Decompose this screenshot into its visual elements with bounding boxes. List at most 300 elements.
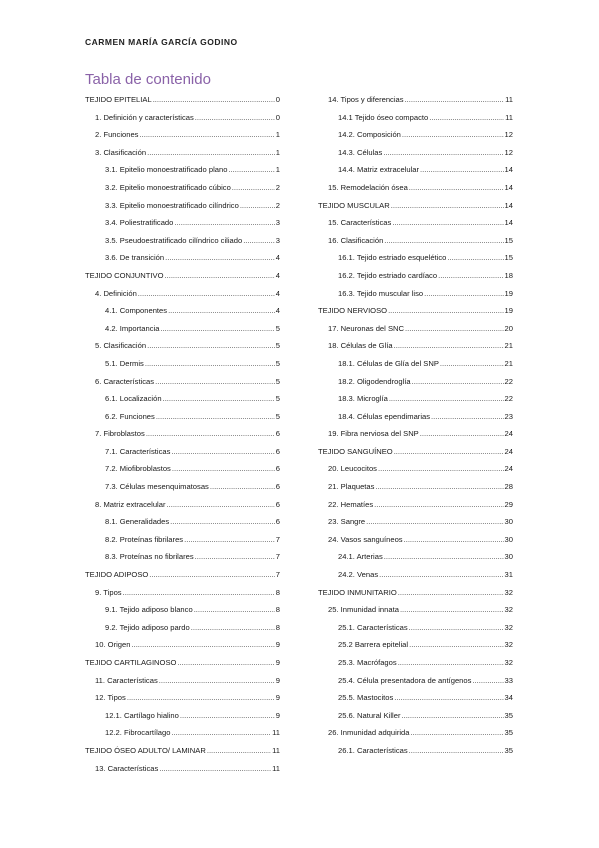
toc-dot-leader xyxy=(131,636,274,654)
toc-entry-text: 2. Funciones xyxy=(95,130,139,140)
toc-dot-leader xyxy=(374,496,503,514)
toc-page-number: 30 xyxy=(504,534,513,544)
toc-entry[interactable] xyxy=(318,232,513,250)
toc-entry[interactable] xyxy=(85,672,280,690)
toc-entry-text: 16.2. Tejido estriado cardíaco xyxy=(338,270,438,280)
toc-page-number: 24 xyxy=(504,446,513,456)
toc-dot-leader xyxy=(166,496,274,514)
toc-entry-text: 25. Inmunidad innata xyxy=(328,605,399,615)
toc-entry-text: TEJIDO CONJUNTIVO xyxy=(85,270,164,280)
toc-entry[interactable] xyxy=(85,478,280,496)
toc-dot-leader xyxy=(147,144,275,162)
toc-entry[interactable] xyxy=(85,619,280,637)
toc-entry[interactable] xyxy=(85,109,280,127)
toc-entry[interactable] xyxy=(85,566,280,584)
toc-entry[interactable] xyxy=(85,91,280,109)
toc-entry-text: 10. Origen xyxy=(95,640,131,650)
toc-dot-leader xyxy=(394,337,504,355)
toc-dot-leader xyxy=(195,109,275,127)
toc-dot-leader xyxy=(228,161,274,179)
toc-entry[interactable] xyxy=(85,390,280,408)
toc-dot-leader xyxy=(405,320,504,338)
toc-dot-leader xyxy=(378,460,504,478)
toc-entry-text: TEJIDO INMUNITARIO xyxy=(318,587,397,597)
toc-entry-text: 6.1. Localización xyxy=(105,394,162,404)
toc-entry[interactable] xyxy=(85,179,280,197)
toc-entry[interactable] xyxy=(318,109,513,127)
toc-entry[interactable] xyxy=(318,724,513,742)
toc-dot-leader xyxy=(420,425,504,443)
toc-entry[interactable] xyxy=(318,654,513,672)
toc-page-number: 31 xyxy=(504,570,513,580)
toc-entry[interactable] xyxy=(85,249,280,267)
toc-dot-leader xyxy=(155,373,275,391)
toc-entry[interactable] xyxy=(85,496,280,514)
toc-entry-text: 19. Fibra nerviosa del SNP xyxy=(328,429,419,439)
toc-page-number: 24 xyxy=(504,464,513,474)
toc-entry[interactable] xyxy=(318,179,513,197)
toc-entry-text: 18.3. Microglía xyxy=(338,394,388,404)
toc-entry[interactable] xyxy=(85,197,280,215)
toc-entry[interactable] xyxy=(318,408,513,426)
toc-entry-text: 7.2. Miofibroblastos xyxy=(105,464,171,474)
toc-dot-leader xyxy=(391,197,504,215)
toc-dot-leader xyxy=(194,601,275,619)
toc-dot-leader xyxy=(384,548,504,566)
toc-page-number: 30 xyxy=(504,552,513,562)
toc-entry-text: 14. Tipos y diferencias xyxy=(328,95,404,104)
toc-entry-text: 14.2. Composición xyxy=(338,130,401,140)
toc-page-number: 4 xyxy=(275,306,280,316)
toc-page-number: 9 xyxy=(275,710,280,720)
toc-entry-text: 24.1. Arterias xyxy=(338,552,383,562)
toc-dot-leader xyxy=(123,584,275,602)
toc-dot-leader xyxy=(383,144,503,162)
toc-entry-text: 16.3. Tejido muscular liso xyxy=(338,288,424,298)
toc-dot-leader xyxy=(138,285,275,303)
toc-page-number: 35 xyxy=(504,745,513,755)
toc-entry-text: 6. Características xyxy=(95,376,155,386)
toc-dot-leader xyxy=(410,724,503,742)
toc-entry[interactable] xyxy=(318,636,513,654)
toc-dot-leader xyxy=(149,566,274,584)
toc-entry[interactable] xyxy=(318,513,513,531)
toc-entry[interactable] xyxy=(318,390,513,408)
toc-page-number: 11 xyxy=(272,745,280,755)
toc-entry[interactable] xyxy=(85,408,280,426)
toc-entry-text: 7. Fibroblastos xyxy=(95,429,145,439)
toc-entry[interactable] xyxy=(318,373,513,391)
toc-entry[interactable] xyxy=(318,619,513,637)
toc-entry[interactable] xyxy=(85,742,280,760)
toc-page-number: 32 xyxy=(504,605,513,615)
toc-entry[interactable] xyxy=(318,443,513,461)
toc-dot-leader xyxy=(243,232,275,250)
toc-page-number: 33 xyxy=(504,675,513,685)
toc-entry-text: 12.1. Cartílago hialino xyxy=(105,710,179,720)
toc-entry[interactable] xyxy=(318,496,513,514)
toc-entry-text: 15. Remodelación ósea xyxy=(328,182,408,192)
toc-page-number: 21 xyxy=(504,341,513,351)
toc-entry-text: 14.1 Tejido óseo compacto xyxy=(338,112,429,122)
toc-entry-text: 4.1. Componentes xyxy=(105,306,168,316)
toc-page-number: 23 xyxy=(504,411,513,421)
toc-page-number: 14 xyxy=(504,200,513,210)
toc-entry[interactable] xyxy=(85,584,280,602)
toc-entry-text: 3.6. De transición xyxy=(105,253,165,263)
toc-entry-text: 3.5. Pseudoestratificado cilíndrico ciliado xyxy=(105,235,243,245)
toc-page-number: 9 xyxy=(275,693,280,703)
toc-entry[interactable] xyxy=(85,425,280,443)
toc-entry-text: TEJIDO SANGUÍNEO xyxy=(318,446,393,456)
toc-entry[interactable] xyxy=(318,584,513,602)
toc-page-number: 32 xyxy=(504,622,513,632)
toc-page-number: 5 xyxy=(275,323,280,333)
toc-entry[interactable] xyxy=(85,531,280,549)
toc-dot-leader xyxy=(384,232,503,250)
toc-page-number: 11 xyxy=(272,763,280,773)
toc-page-number: 5 xyxy=(275,394,280,404)
toc-entry-text: 7.1. Características xyxy=(105,446,171,456)
toc-entry[interactable] xyxy=(318,161,513,179)
toc-entry-text: TEJIDO ADIPOSO xyxy=(85,570,149,580)
toc-dot-leader xyxy=(160,320,274,338)
toc-entry-text: 9.2. Tejido adiposo pardo xyxy=(105,622,190,632)
toc-page-number: 12 xyxy=(504,130,513,140)
toc-entry[interactable] xyxy=(85,285,280,303)
toc-entry-text: 4. Definición xyxy=(95,288,137,298)
toc-page-number: 8 xyxy=(275,605,280,615)
toc-entry[interactable] xyxy=(85,513,280,531)
toc-page-number: 14 xyxy=(504,218,513,228)
toc-page-number: 5 xyxy=(275,341,280,351)
toc-entry-text: TEJIDO ÓSEO ADULTO/ LAMINAR xyxy=(85,745,206,755)
toc-dot-leader xyxy=(440,355,504,373)
toc-entry[interactable] xyxy=(318,320,513,338)
toc-page-number: 18 xyxy=(504,270,513,280)
toc-page-number: 0 xyxy=(275,112,280,122)
toc-page-number: 24 xyxy=(504,429,513,439)
toc-entry[interactable] xyxy=(318,197,513,215)
toc-page-number: 4 xyxy=(275,270,280,280)
toc-dot-leader xyxy=(438,267,503,285)
toc-entry[interactable] xyxy=(85,460,280,478)
toc-page-number: 22 xyxy=(504,394,513,404)
toc-dot-leader xyxy=(404,531,504,549)
toc-entry-text: 25.6. Natural Killer xyxy=(338,710,401,720)
toc-dot-leader xyxy=(379,566,503,584)
toc-page-number: 0 xyxy=(275,95,280,104)
toc-entry[interactable] xyxy=(85,373,280,391)
toc-dot-leader xyxy=(429,109,504,127)
toc-dot-leader xyxy=(398,654,504,672)
toc-entry-text: 8.2. Proteínas fibrilares xyxy=(105,534,184,544)
toc-entry[interactable] xyxy=(318,672,513,690)
toc-dot-leader xyxy=(153,91,275,109)
toc-dot-leader xyxy=(472,672,503,690)
toc-page-number: 9 xyxy=(275,675,280,685)
toc-page-number: 5 xyxy=(275,376,280,386)
toc-page-number: 5 xyxy=(275,358,280,368)
toc-entry-text: 9.1. Tejido adiposo blanco xyxy=(105,605,193,615)
toc-dot-leader xyxy=(409,179,504,197)
toc-page-number: 20 xyxy=(504,323,513,333)
toc-entry[interactable] xyxy=(318,548,513,566)
toc-entry-text: 3.1. Epitelio monoestratificado plano xyxy=(105,165,228,175)
toc-dot-leader xyxy=(174,214,274,232)
toc-dot-leader xyxy=(171,443,274,461)
toc-dot-leader xyxy=(420,161,504,179)
toc-entry-text: 20. Leucocitos xyxy=(328,464,377,474)
toc-page-number: 5 xyxy=(275,411,280,421)
toc-entry-text: 3.2. Epitelio monoestratificado cúbico xyxy=(105,182,231,192)
toc-entry[interactable] xyxy=(318,566,513,584)
toc-entry-text: 11. Características xyxy=(95,675,158,685)
toc-entry[interactable] xyxy=(85,689,280,707)
toc-entry[interactable] xyxy=(85,232,280,250)
toc-entry[interactable] xyxy=(318,249,513,267)
toc-entry[interactable] xyxy=(85,636,280,654)
toc-page-number: 8 xyxy=(275,622,280,632)
toc-page-number: 6 xyxy=(275,429,280,439)
toc-entry-text: 21. Plaquetas xyxy=(328,482,375,492)
toc-page-number: 9 xyxy=(275,658,280,667)
toc-entry-text: 3. Clasificación xyxy=(95,147,147,157)
toc-dot-leader xyxy=(170,513,275,531)
toc-entry-text: 25.2 Barrera epitelial xyxy=(338,640,409,650)
toc-dot-leader xyxy=(139,126,274,144)
toc-page-number: 7 xyxy=(275,552,280,562)
toc-entry[interactable] xyxy=(318,337,513,355)
toc-entry[interactable] xyxy=(85,267,280,285)
toc-entry-text: TEJIDO MUSCULAR xyxy=(318,200,390,210)
toc-dot-leader xyxy=(165,249,275,267)
toc-entry[interactable] xyxy=(318,742,513,760)
toc-entry-text: 25.3. Macrófagos xyxy=(338,658,397,667)
toc-entry-text: 18.4. Células ependimarias xyxy=(338,411,431,421)
toc-entry-text: 24.2. Venas xyxy=(338,570,379,580)
toc-entry[interactable] xyxy=(318,425,513,443)
toc-dot-leader xyxy=(164,267,274,285)
toc-page-number: 28 xyxy=(504,482,513,492)
toc-dot-leader xyxy=(402,126,504,144)
toc-entry[interactable] xyxy=(85,126,280,144)
toc-entry-text: 13. Características xyxy=(95,763,159,773)
toc-page-number: 1 xyxy=(275,130,280,140)
toc-entry[interactable] xyxy=(318,214,513,232)
toc-entry[interactable] xyxy=(318,601,513,619)
toc-entry-text: 23. Sangre xyxy=(328,517,366,527)
toc-entry[interactable] xyxy=(85,601,280,619)
toc-entry-text: 5.1. Dermis xyxy=(105,358,144,368)
toc-page-number: 19 xyxy=(504,306,513,316)
toc-entry[interactable] xyxy=(318,531,513,549)
toc-entry-text: 14.4. Matriz extracelular xyxy=(338,165,420,175)
toc-dot-leader xyxy=(147,337,275,355)
toc-entry[interactable] xyxy=(85,707,280,725)
toc-entry-text: TEJIDO CARTILAGINOSO xyxy=(85,658,177,667)
toc-column-right xyxy=(318,91,513,760)
toc-dot-leader xyxy=(394,443,504,461)
toc-page-number: 35 xyxy=(504,710,513,720)
toc-entry-text: 3.4. Poliestratificado xyxy=(105,218,174,228)
toc-dot-leader xyxy=(409,619,504,637)
toc-entry[interactable] xyxy=(318,91,513,109)
toc-dot-leader xyxy=(159,760,271,778)
toc-page-number: 15 xyxy=(504,253,513,263)
toc-entry-text: 12. Tipos xyxy=(95,693,126,703)
toc-dot-leader xyxy=(156,408,275,426)
toc-dot-leader xyxy=(412,373,504,391)
toc-dot-leader xyxy=(398,584,504,602)
toc-dot-leader xyxy=(171,724,271,742)
toc-entry-text: 5. Clasificación xyxy=(95,341,147,351)
toc-entry[interactable] xyxy=(85,302,280,320)
toc-entry-text: 8.3. Proteínas no fibrilares xyxy=(105,552,194,562)
toc-entry[interactable] xyxy=(318,285,513,303)
toc-page-number: 7 xyxy=(275,534,280,544)
toc-page-number: 4 xyxy=(275,253,280,263)
toc-entry[interactable] xyxy=(85,161,280,179)
toc-entry[interactable] xyxy=(85,337,280,355)
toc-entry-text: 25.4. Célula presentadora de antígenos xyxy=(338,675,472,685)
toc-dot-leader xyxy=(168,302,275,320)
toc-entry-text: 15. Características xyxy=(328,218,392,228)
toc-entry-text: 8.1. Generalidades xyxy=(105,517,170,527)
toc-page-number: 1 xyxy=(275,165,280,175)
toc-entry[interactable] xyxy=(85,443,280,461)
toc-dot-leader xyxy=(195,548,275,566)
toc-dot-leader xyxy=(409,636,503,654)
toc-page-number: 14 xyxy=(504,182,513,192)
toc-page-number: 21 xyxy=(504,358,513,368)
toc-entry[interactable] xyxy=(318,689,513,707)
toc-entry-text: 7.3. Células mesenquimatosas xyxy=(105,482,209,492)
toc-page-number: 30 xyxy=(504,517,513,527)
toc-dot-leader xyxy=(388,302,503,320)
toc-page-number: 3 xyxy=(275,235,280,245)
toc-page-number: 6 xyxy=(275,499,280,509)
toc-entry-text: TEJIDO EPITELIAL xyxy=(85,95,152,104)
toc-dot-leader xyxy=(375,478,503,496)
toc-page-number: 34 xyxy=(504,693,513,703)
toc-dot-leader xyxy=(145,355,275,373)
toc-entry-text: 18.2. Oligodendroglía xyxy=(338,376,411,386)
toc-page-number: 1 xyxy=(275,147,280,157)
toc-entry-text: 16.1. Tejido estriado esquelético xyxy=(338,253,447,263)
toc-dot-leader xyxy=(172,460,275,478)
toc-dot-leader xyxy=(401,707,503,725)
toc-dot-leader xyxy=(392,214,503,232)
toc-entry[interactable] xyxy=(318,267,513,285)
toc-dot-leader xyxy=(394,689,503,707)
toc-dot-leader xyxy=(180,707,275,725)
toc-entry[interactable] xyxy=(85,724,280,742)
toc-page-number: 12 xyxy=(504,147,513,157)
toc-entry-text: 25.5. Mastocitos xyxy=(338,693,394,703)
toc-page-number: 11 xyxy=(505,112,513,122)
toc-entry-text: 14.3. Células xyxy=(338,147,383,157)
toc-entry-text: 9. Tipos xyxy=(95,587,122,597)
toc-entry-text: 8. Matriz extracelular xyxy=(95,499,166,509)
toc-page-number: 8 xyxy=(275,587,280,597)
toc-page-number: 2 xyxy=(275,200,280,210)
toc-entry[interactable] xyxy=(85,548,280,566)
toc-page-number: 11 xyxy=(505,95,513,104)
toc-dot-leader xyxy=(447,249,503,267)
toc-dot-leader xyxy=(146,425,275,443)
toc-page-number: 32 xyxy=(504,640,513,650)
toc-page-number: 22 xyxy=(504,376,513,386)
toc-entry-text: 16. Clasificación xyxy=(328,235,384,245)
toc-dot-leader xyxy=(400,601,504,619)
toc-title: Tabla de contenido xyxy=(85,71,211,88)
toc-entry-text: 17. Neuronas del SNC xyxy=(328,323,404,333)
toc-page-number: 14 xyxy=(504,165,513,175)
toc-entry-text: 18.1. Células de Glía del SNP xyxy=(338,358,439,368)
toc-page-number: 4 xyxy=(275,288,280,298)
toc-page-number: 29 xyxy=(504,499,513,509)
toc-page-number: 6 xyxy=(275,464,280,474)
toc-column-left xyxy=(85,91,280,777)
toc-entry-text: 1. Definición y características xyxy=(95,112,194,122)
toc-entry-text: 6.2. Funciones xyxy=(105,411,155,421)
toc-entry-text: 18. Células de Glía xyxy=(328,341,393,351)
toc-dot-leader xyxy=(389,390,504,408)
toc-dot-leader xyxy=(366,513,503,531)
toc-entry[interactable] xyxy=(318,302,513,320)
toc-dot-leader xyxy=(127,689,275,707)
toc-entry[interactable] xyxy=(85,144,280,162)
toc-dot-leader xyxy=(232,179,275,197)
toc-page-number: 7 xyxy=(275,570,280,580)
toc-dot-leader xyxy=(159,672,275,690)
author-header: CARMEN MARÍA GARCÍA GODINO xyxy=(85,37,238,47)
toc-dot-leader xyxy=(240,197,275,215)
toc-dot-leader xyxy=(177,654,274,672)
toc-page-number: 32 xyxy=(504,587,513,597)
toc-page-number: 6 xyxy=(275,482,280,492)
toc-entry[interactable] xyxy=(85,654,280,672)
toc-entry[interactable] xyxy=(85,760,280,778)
toc-entry[interactable] xyxy=(318,126,513,144)
toc-dot-leader xyxy=(184,531,275,549)
toc-page-number: 35 xyxy=(504,728,513,738)
toc-dot-leader xyxy=(431,408,504,426)
toc-page-number: 11 xyxy=(272,728,280,738)
toc-page-number: 19 xyxy=(504,288,513,298)
toc-dot-leader xyxy=(163,390,275,408)
toc-entry[interactable] xyxy=(85,320,280,338)
toc-entry[interactable] xyxy=(318,478,513,496)
toc-entry-text: 4.2. Importancia xyxy=(105,323,160,333)
toc-entry-text: 24. Vasos sanguíneos xyxy=(328,534,403,544)
toc-entry-text: 25.1. Características xyxy=(338,622,408,632)
toc-entry[interactable] xyxy=(318,460,513,478)
toc-dot-leader xyxy=(409,742,504,760)
toc-entry[interactable] xyxy=(85,214,280,232)
toc-entry[interactable] xyxy=(318,355,513,373)
toc-entry-text: 26. Inmunidad adquirida xyxy=(328,728,410,738)
toc-entry-text: 3.3. Epitelio monoestratificado cilíndrico xyxy=(105,200,239,210)
toc-entry[interactable] xyxy=(318,144,513,162)
toc-page-number: 15 xyxy=(504,235,513,245)
toc-dot-leader xyxy=(210,478,275,496)
toc-page-number: 32 xyxy=(504,658,513,667)
toc-entry[interactable] xyxy=(85,355,280,373)
toc-entry[interactable] xyxy=(318,707,513,725)
toc-page-number: 9 xyxy=(275,640,280,650)
